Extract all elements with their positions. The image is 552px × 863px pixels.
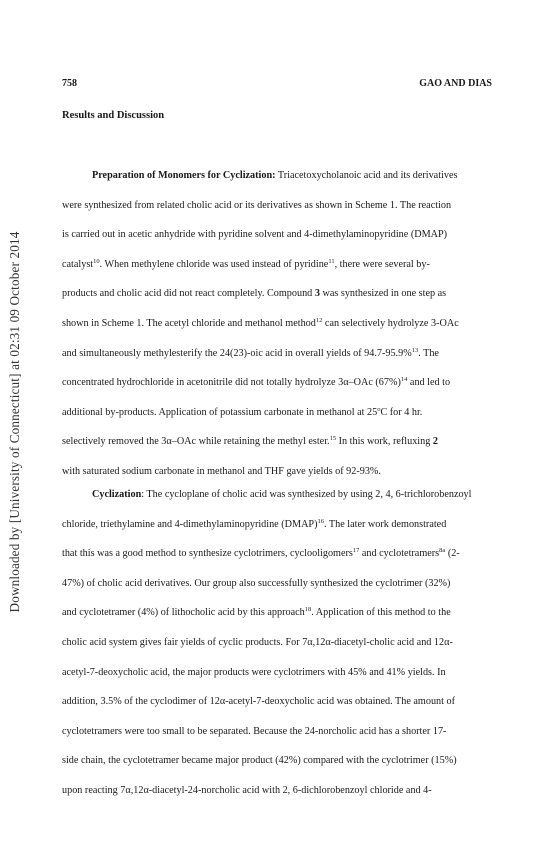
text-run: products and cholic acid did not react completely. Compound [62,288,315,300]
text-line [62,427,492,457]
run-in-heading: Preparation of Monomers for Cyclization: [92,170,276,181]
text-line [62,339,492,369]
text-run: (2- [445,548,460,560]
text-run: : The cycloplane of cholic acid was synthesized by using 2, 4, 6-trichlorobenzoyl [141,489,472,500]
degree-mark: o [377,405,381,413]
text-line: 47%) of cholic acid derivatives. Our group also successfully synthesized the cyclotrimer (32%) [62,577,451,589]
citation-ref: 14 [400,376,408,384]
download-watermark [0,0,30,863]
text-line [62,368,492,398]
citation-ref: 11 [328,257,335,265]
text-run: and simultaneously methylesterify the 24(23)-oic acid in overall yields of 94.7-95.9% [62,347,412,359]
text-line: upon reacting 7α,12α-diacetyl-24-norcholic acid with 2, 6-dichlorobenzoyl chloride and 4- [62,784,432,796]
text-run: . When methylene chloride was used instead of pyridine [99,258,329,270]
text-run: . The later work demonstrated [323,518,447,530]
citation-ref: 12 [315,316,323,324]
text-line: with saturated sodium carbonate in methanol and THF gave yields of 92-93%. [62,465,381,477]
paragraph-cyclization [62,480,492,806]
citation-ref: 10 [93,257,100,265]
text-run: catalyst [62,258,94,270]
run-in-heading: Cyclization [92,489,142,500]
text-run: additional by-products. Application of potassium carbonate in methanol at 25 [62,406,378,418]
text-line: addition, 3.5% of the cyclodimer of 12α-acetyl-7-deoxycholic acid was obtained. The amount of [62,696,455,708]
text-run: and cyclotetramers [359,548,440,560]
text-run: can selectively hydrolyze 3-OAc [322,317,459,329]
text-line [62,250,492,280]
text-line: cholic acid system gives fair yields of cyclic products. For 7α,12α-diacetyl-cholic acid and 12α- [62,636,453,648]
text-run: and led to [407,377,451,389]
text-line [62,398,492,428]
text-run: C for 4 hr. [380,406,423,418]
download-watermark-text: Downloaded by [University of Connecticut] at 02:31 09 October 2014 [7,231,22,613]
text-line: cyclotetramers were too small to be separated. Because the 24-norcholic acid has a shorter 17- [62,725,447,737]
text-line [62,161,492,191]
text-run: and cyclotetramer (4%) of lithocholic acid by this approach [62,607,305,619]
text-run: was synthesized in one step as [319,288,447,300]
text-run: chloride, triethylamine and 4-dimethylaminopyridine (DMAP) [62,518,318,530]
text-line [62,480,492,510]
citation-ref: 16 [317,517,324,525]
text-run: In this work, refluxing [336,436,433,448]
text-line [62,309,492,339]
section-heading: Results and Discussion [62,110,165,121]
text-line: is carried out in acetic anhydride with pyridine solvent and 4-dimethylaminopyridine (DMAP) [62,229,448,241]
text-run: selectively removed the 3α–OAc while retaining the methyl ester. [62,436,330,448]
citation-ref: 13 [411,346,419,354]
text-run: that this was a good method to synthesize cyclotrimers, cyclooligomers [62,548,353,560]
text-line [62,510,492,540]
text-line: side chain, the cyclotetramer became major product (42%) compared with the cyclotrimer (15%) [62,755,457,767]
text-run: . The [418,347,439,359]
text-run: , there were several by- [334,258,430,270]
compound-number: 3 [314,288,320,300]
text-run: concentrated hydrochloride in acetonitrile did not totally hydrolyze 3α–OAc (67%) [62,377,401,389]
citation-ref: 17 [352,547,360,555]
text-line: were synthesized from related cholic acid or its derivatives as shown in Scheme 1. The reaction [62,199,452,211]
text-run: Triacetoxycholanoic acid and its derivatives [275,170,458,181]
compound-number: 2 [432,436,438,448]
text-run: . Application of this method to the [311,607,451,619]
text-run: shown in Scheme 1. The acetyl chloride and methanol method [62,317,316,329]
text-line [62,539,492,569]
citation-ref: 15 [329,435,337,443]
citation-ref: 18 [304,606,312,614]
paragraph-preparation [62,161,492,487]
page-number: 758 [62,78,77,89]
text-line: acetyl-7-deoxycholic acid, the major products were cyclotrimers with 45% and 41% yields. In [62,666,446,678]
running-head: GAO AND DIAS [419,78,492,89]
citation-ref: 8a [439,547,446,555]
text-line [62,279,492,309]
text-line [62,598,492,628]
